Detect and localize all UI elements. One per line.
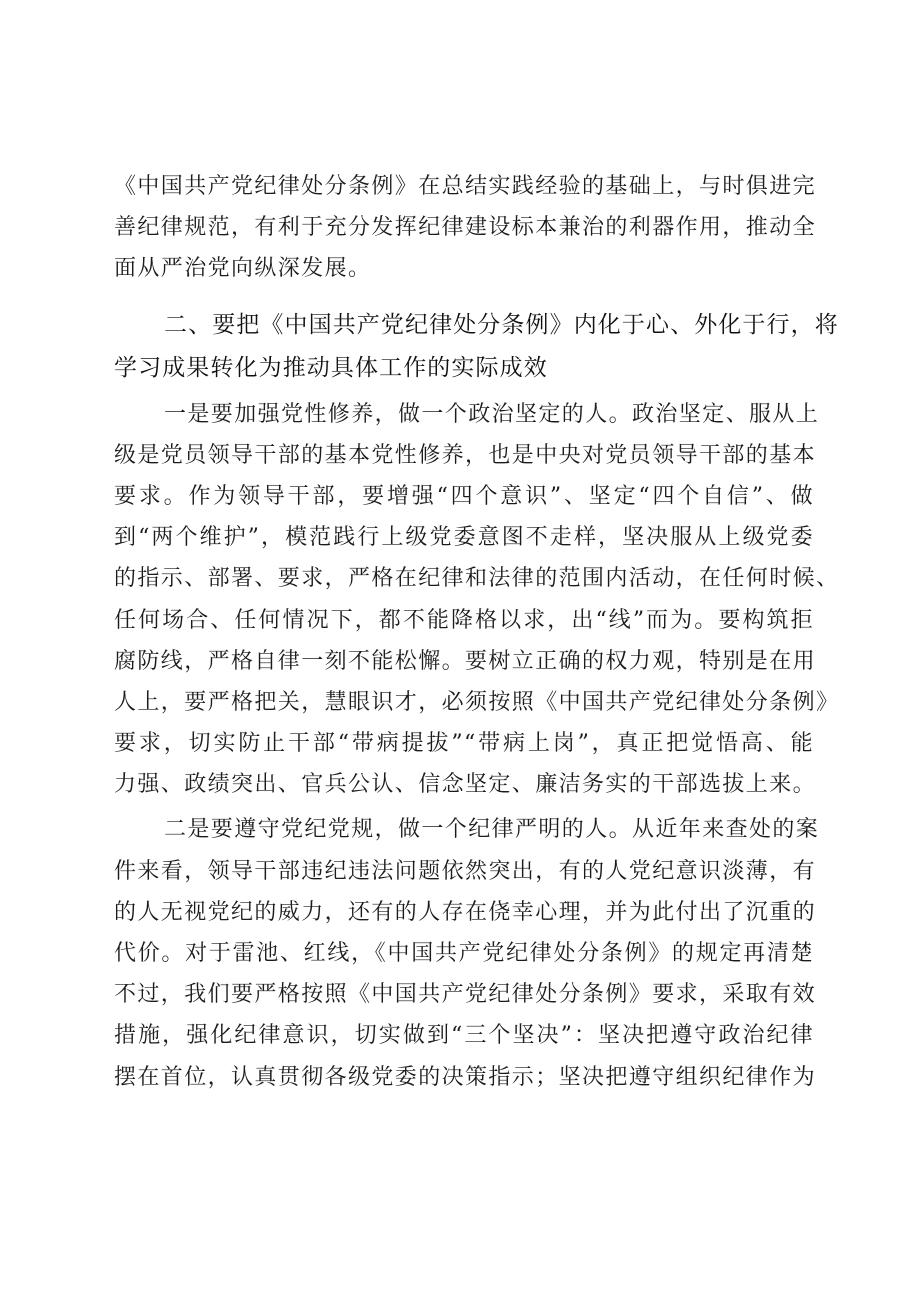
text-line: 二是要遵守党纪党规，做一个纪律严明的人。从近年来查处的案 <box>164 817 820 843</box>
text-line: 一是要加强党性修养，做一个政治坚定的人。政治坚定、服从上 <box>164 401 820 427</box>
text-line: 腐防线，严格自律一刻不能松懈。要树立正确的权力观，特别是在用 <box>114 648 817 674</box>
point-two-paragraph <box>114 809 820 1097</box>
text-line: 的人无视党纪的威力，还有的人存在侥幸心理，并为此付出了沉重的 <box>114 899 817 925</box>
text-line: 任何场合、任何情况下，都不能降格以求，出“线”而为。要构筑拒 <box>114 607 814 633</box>
text-line: 要求。作为领导干部，要增强“四个意识”、坚定“四个自信”、做 <box>114 483 814 509</box>
text-line: 措施，强化纪律意识，切实做到“三个坚决”：坚决把遵守政治纪律 <box>114 1023 814 1049</box>
text-line: 面从严治党向纵深发展。 <box>114 256 372 282</box>
text-line: 到“两个维护”，模范践行上级党委意图不走样，坚决服从上级党委 <box>114 525 814 551</box>
text-line: 人上，要严格把关，慧眼识才，必须按照《中国共产党纪律处分条例》 <box>114 689 840 715</box>
text-line: 《中国共产党纪律处分条例》在总结实践经验的基础上，与时俱进完 <box>114 174 817 199</box>
text-line: 的指示、部署、要求，严格在纪律和法律的范围内活动，在任何时候、 <box>114 566 840 592</box>
text-line: 代价。对于雷池、红线，《中国共产党纪律处分条例》的规定再清楚 <box>114 941 814 966</box>
document-body <box>114 166 840 1098</box>
intro-paragraph <box>114 166 817 290</box>
heading-line: 学习成果转化为推动具体工作的实际成效 <box>114 354 548 381</box>
section-heading <box>114 304 839 390</box>
text-line: 力强、政绩突出、官兵公认、信念坚定、廉洁务实的干部选拔上来。 <box>114 772 817 798</box>
text-line: 善纪律规范，有利于充分发挥纪律建设标本兼治的利器作用，推动全 <box>114 215 817 241</box>
text-line: 不过，我们要严格按照《中国共产党纪律处分条例》要求，采取有效 <box>114 982 817 1008</box>
text-line: 要求，切实防止干部“带病提拔”“带病上岗”，真正把觉悟高、能 <box>114 731 814 757</box>
text-line: 级是党员领导干部的基本党性修养，也是中央对党员领导干部的基本 <box>114 442 817 468</box>
text-line: 摆在首位，认真贯彻各级党委的决策指示；坚决把遵守组织纪律作为 <box>114 1064 817 1090</box>
point-one-paragraph <box>114 394 840 806</box>
text-line: 件来看，领导干部违纪违法问题依然突出，有的人党纪意识淡薄，有 <box>114 858 817 884</box>
heading-line: 二、要把《中国共产党纪律处分条例》内化于心、外化于行，将 <box>164 311 839 338</box>
